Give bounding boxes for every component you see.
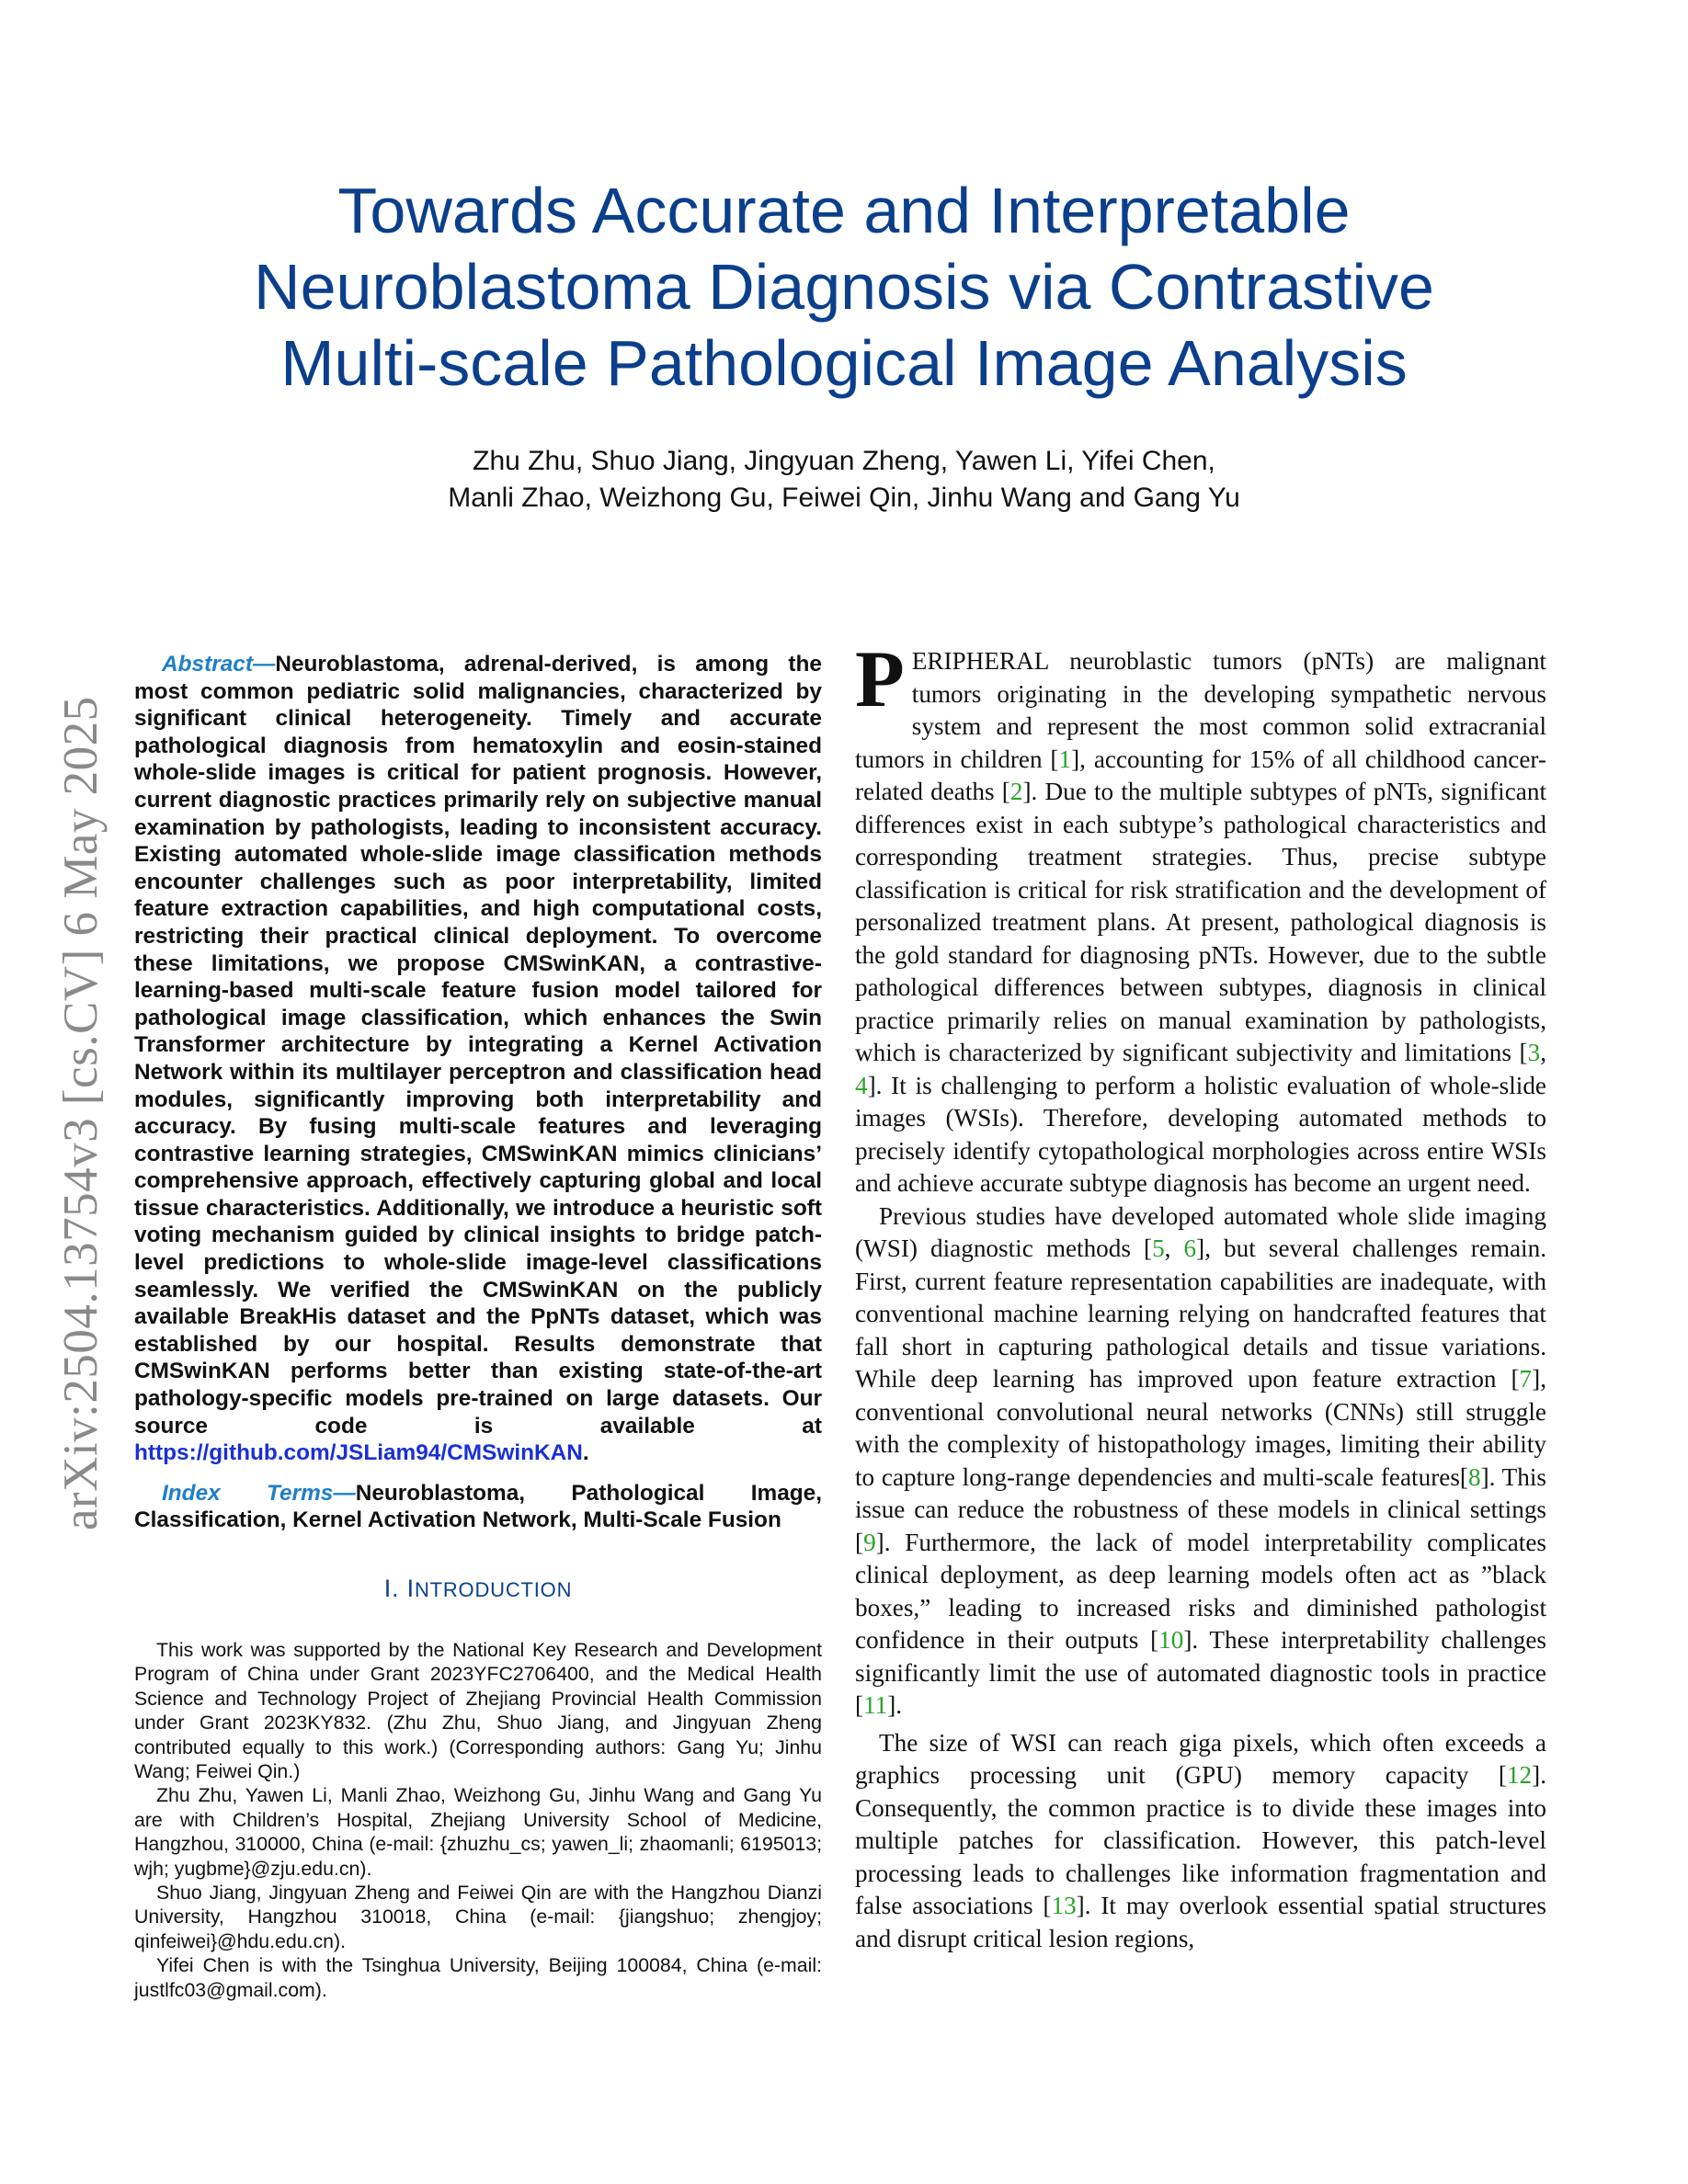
text-run: ], accounting for 15% of all childhood cancer-related deaths [ — [855, 745, 1546, 805]
footnote-affiliation-hdu: Shuo Jiang, Jingyuan Zheng and Feiwei Qin are with the Hangzhou Dianzi University, Hangzhou 310018, China (e-mail: {jiangshuo; zhengjoy; qinfeiwei}@hdu.edu.cn). — [134, 1882, 822, 1952]
arxiv-identifier-watermark: arXiv:2504.13754v3 [cs.CV] 6 May 2025 — [54, 696, 108, 1530]
author-line-2: Manli Zhao, Weizhong Gu, Feiwei Qin, Jinhu Wang and Gang Yu — [448, 483, 1240, 513]
footnote-funding: This work was supported by the National Key Research and Development Program of China under Grant 2023YFC2706400, and the Medical Health Science and Technology Project of Zhejiang Provincial Health Commission under Grant 2023KY832. (Zhu Zhu, Shuo Jiang, and Jingyuan Zheng contributed equally to this work.) (Corresponding authors: Gang Yu; Jinhu Wang; Feiwei Qin.) — [134, 1639, 822, 1783]
citation-link[interactable]: 7 — [1519, 1365, 1533, 1393]
text-run: ]. These interpretability challenges significantly limit the use of automated diagnostic tools in practice [ — [855, 1626, 1546, 1719]
text-run: ]. It may overlook essential spatial structures and disrupt critical lesion regions, — [855, 1892, 1546, 1952]
drop-cap: P — [855, 635, 905, 724]
paper-title — [0, 173, 1688, 402]
citation-link[interactable]: 3 — [1527, 1039, 1541, 1066]
text-run: The size of WSI can reach giga pixels, which often exceeds a graphics processing unit (GPU) memory capacity [ — [855, 1728, 1546, 1789]
text-run: , — [1540, 1039, 1546, 1066]
index-terms — [134, 1480, 822, 1534]
text-run: ]. This issue can reduce the robustness of these models in clinical settings [ — [855, 1462, 1547, 1556]
citation-link[interactable]: 2 — [1009, 778, 1023, 805]
citation-link[interactable]: 6 — [1183, 1234, 1197, 1262]
citation-link[interactable]: 13 — [1051, 1892, 1077, 1919]
text-run: ]. It is challenging to perform a holistic evaluation of whole-slide images (WSIs). Therefore, developing automated methods to precisely identify cytopathological morphologies across entire WSIs and achieve accurate subtype diagnosis has become an urgent need. — [855, 1071, 1546, 1197]
text-run: neuroblastic tumors (pNTs) are malignant tumors originating in the developing sympathetic nervous system and represent the most common solid extracranial tumors in children [ — [855, 647, 1546, 773]
abstract-text: Neuroblastoma, adrenal-derived, is among the most common pediatric solid malignancies, characterized by significant clinical heterogeneity. Timely and accurate pathological diagnosis from hematoxylin and eosin-stained whole-slide images is critical for patient prognosis. However, current diagnostic practices primarily rely on subjective manual examination by pathologists, leading to inconsistent accuracy. Existing automated whole-slide image classification methods encounter challenges such as poor interpretability, limited feature extraction capabilities, and high computational costs, restricting their practical clinical deployment. To overcome these limitations, we propose CMSwinKAN, a contrastive-learning-based multi-scale feature fusion model tailored for pathological image classification, which enhances the Swin Transformer architecture by integrating a Kernel Activation Network within its multilayer perceptron and classification head modules, significantly improving both interpretability and accuracy. By fusing multi-scale features and leveraging contrastive learning strategies, CMSwinKAN mimics clinicians’ comprehensive approach, effectively capturing global and local tissue characteristics. Additionally, we introduce a heuristic soft voting mechanism guided by clinical insights to bridge patch-level predictions to whole-slide image-level classifications seamlessly. We verified the CMSwinKAN on the publicly available BreakHis dataset and the PpNTs dataset, which was established by our hospital. Results demonstrate that CMSwinKAN performs better than existing state-of-the-art pathology-specific models pre-trained on large datasets. Our source code is available at — [134, 652, 822, 1439]
intro-paragraph-3 — [855, 1727, 1546, 1956]
citation-link[interactable]: 12 — [1506, 1761, 1533, 1789]
citation-link[interactable]: 4 — [855, 1071, 868, 1099]
author-list — [0, 443, 1688, 517]
title-line-3: Multi-scale Pathological Image Analysis — [280, 327, 1408, 399]
title-line-2: Neuroblastoma Diagnosis via Contrastive — [254, 251, 1434, 323]
text-run: ], conventional convolutional neural networks (CNNs) still struggle with the complexity of histopathology images, limiting their ability to capture long-range dependencies and multi-scale features[ — [855, 1365, 1546, 1491]
citation-link[interactable]: 8 — [1467, 1462, 1481, 1491]
index-terms-label: Index Terms— — [162, 1480, 356, 1506]
abstract-label: Abstract— — [162, 652, 276, 677]
title-line-1: Towards Accurate and Interpretable — [337, 175, 1351, 246]
citation-link[interactable]: 9 — [863, 1528, 876, 1556]
text-run: ]. — [887, 1691, 903, 1719]
source-code-link[interactable]: https://github.com/JSLiam94/CMSwinKAN — [134, 1440, 583, 1466]
lead-word: ERIPHERAL — [911, 647, 1049, 675]
index-terms-text: Neuroblastoma, Pathological Image, Classification, Kernel Activation Network, Multi-Scale Fusion — [134, 1480, 822, 1533]
text-run: ], but several challenges remain. First, current feature representation capabilities are inadequate, with conventional machine learning relying on handcrafted features that fall short in capturing pathological details and tissue variations. While deep learning has improved upon feature extraction [ — [855, 1234, 1546, 1393]
section-numeral: I. — [383, 1575, 400, 1602]
footnote-affiliation-zju: Zhu Zhu, Yawen Li, Manli Zhao, Weizhong Gu, Jinhu Wang and Gang Yu are with Children’s Hospital, Zhejiang University School of Medicine, Hangzhou, 310000, China (e-mail: {zhuzhu_cs; yawen_li; zhaomanli; 6195013; wjh; yugbme}@zju.edu.cn). — [134, 1784, 822, 1880]
author-line-1: Zhu Zhu, Shuo Jiang, Jingyuan Zheng, Yawen Li, Yifei Chen, — [473, 446, 1215, 476]
citation-link[interactable]: 11 — [863, 1691, 888, 1719]
citation-link[interactable]: 1 — [1058, 745, 1072, 773]
abstract — [134, 651, 822, 1467]
text-run: Previous studies have developed automated whole slide imaging (WSI) diagnostic methods [ — [855, 1201, 1546, 1262]
right-column — [855, 635, 1547, 1955]
citation-link[interactable]: 5 — [1152, 1234, 1165, 1262]
citation-link[interactable]: 10 — [1158, 1626, 1184, 1654]
text-run: ]. Consequently, the common practice is to divide these images into multiple patches for classification. However, this patch-level processing leads to challenges like information fragmentation and false associations [ — [855, 1761, 1546, 1919]
section-title-initial: I — [406, 1575, 415, 1602]
intro-paragraph-2 — [855, 1200, 1546, 1723]
text-run: ]. Furthermore, the lack of model interpretability complicates clinical deployment, as deep learning models often act as ”black boxes,” leading to increased risks and diminished pathologist confidence in their outputs [ — [855, 1528, 1546, 1654]
section-heading — [134, 1575, 822, 1603]
section-title-rest: NTRODUCTION — [414, 1578, 573, 1601]
intro-paragraph-1 — [855, 635, 1546, 1200]
footnote-affiliation-tsinghua: Yifei Chen is with the Tsinghua University, Beijing 100084, China (e-mail: justlfc03@gmail.com). — [134, 1954, 822, 2001]
text-run: ]. Due to the multiple subtypes of pNTs, significant differences exist in each subtype’s pathological characteristics and corresponding treatment strategies. Thus, precise subtype classification is critical for risk stratification and the development of personalized treatment plans. At present, pathological diagnosis is the gold standard for diagnosing pNTs. However, due to the subtle pathological differences between subtypes, diagnosis in clinical practice primarily relies on manual examination by pathologists, which is characterized by significant subjectivity and limitations [ — [855, 778, 1546, 1066]
left-column — [134, 651, 822, 2002]
text-run: , — [1164, 1234, 1184, 1262]
footnotes — [134, 1638, 822, 2002]
abstract-end: . — [582, 1440, 589, 1466]
